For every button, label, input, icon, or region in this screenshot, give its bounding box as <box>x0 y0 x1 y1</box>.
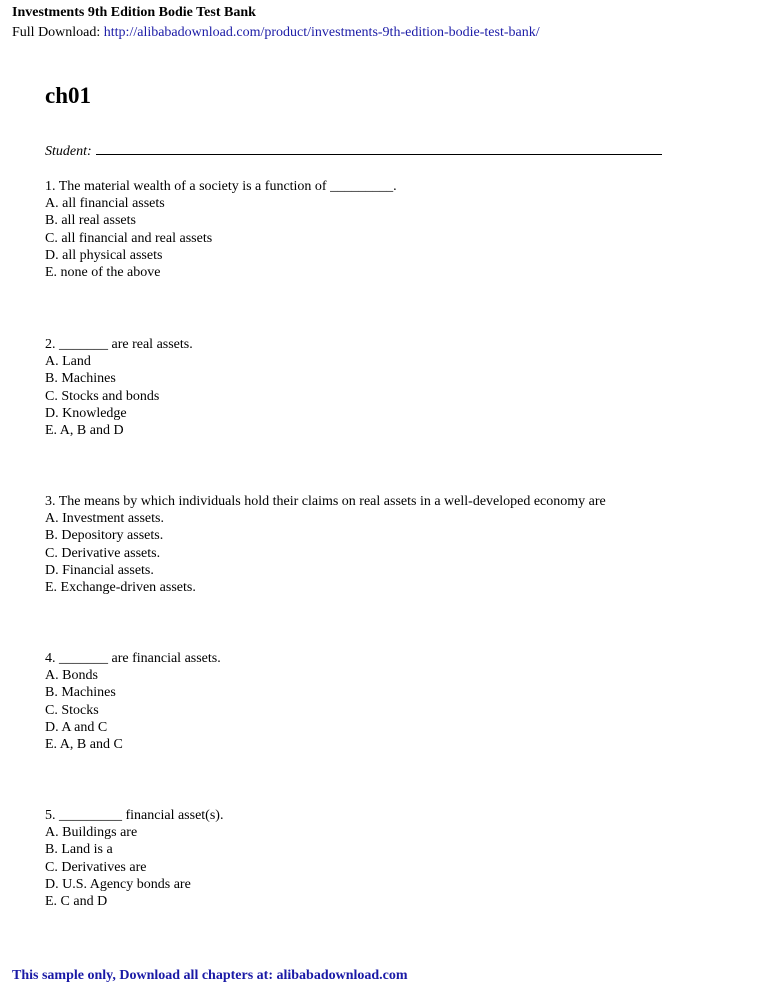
question-5 <box>45 807 223 910</box>
answer-option: D. Knowledge <box>45 405 127 421</box>
answer-option: B. all real assets <box>45 213 136 229</box>
answer-option: B. Land is a <box>45 842 113 858</box>
answer-option: B. Machines <box>45 371 116 387</box>
answer-option: A. all financial assets <box>45 196 165 212</box>
answer-option: E. none of the above <box>45 265 161 281</box>
answer-option: A. Land <box>45 354 91 370</box>
answer-option: A. Bonds <box>45 668 98 684</box>
question-2 <box>45 336 193 439</box>
answer-option: C. Derivative assets. <box>45 545 161 561</box>
question-3 <box>45 493 606 596</box>
student-field <box>45 141 662 161</box>
answer-option: D. Financial assets. <box>45 562 154 578</box>
footer-download-notice[interactable]: This sample only, Download all chapters at: alibabadownload.com <box>12 968 408 983</box>
answer-option: B. Depository assets. <box>45 528 164 544</box>
answer-option: E. Exchange-driven assets. <box>45 580 196 596</box>
answer-option: E. A, B and D <box>45 423 124 439</box>
chapter-title: ch01 <box>45 83 91 108</box>
student-blank-line <box>96 141 662 155</box>
answer-option: B. Machines <box>45 685 116 701</box>
question-stem: 1. The material wealth of a society is a function of _________. <box>45 179 397 194</box>
question-stem: 3. The means by which individuals hold their claims on real assets in a well-developed economy are <box>45 494 606 509</box>
answer-option: C. all financial and real assets <box>45 230 213 246</box>
answer-option: D. A and C <box>45 719 108 735</box>
question-stem: 4. _______ are financial assets. <box>45 651 221 666</box>
question-stem: 5. _________ financial asset(s). <box>45 808 224 823</box>
answer-option: E. C and D <box>45 894 108 910</box>
answer-option: C. Derivatives are <box>45 859 147 875</box>
answer-option: E. A, B and C <box>45 737 123 753</box>
answer-option: A. Buildings are <box>45 825 138 841</box>
download-label: Full Download: <box>12 25 104 40</box>
download-line <box>12 24 540 42</box>
answer-option: D. all physical assets <box>45 247 163 263</box>
answer-option: A. Investment assets. <box>45 511 164 527</box>
question-1 <box>45 178 397 281</box>
question-stem: 2. _______ are real assets. <box>45 337 193 352</box>
download-link[interactable]: http://alibabadownload.com/product/investments-9th-edition-bodie-test-bank/ <box>103 25 540 40</box>
student-label: Student: <box>45 144 92 159</box>
answer-option: C. Stocks <box>45 702 99 718</box>
question-4 <box>45 650 221 753</box>
answer-option: C. Stocks and bonds <box>45 388 160 404</box>
document-header-title: Investments 9th Edition Bodie Test Bank <box>12 5 256 20</box>
answer-option: D. U.S. Agency bonds are <box>45 876 191 892</box>
